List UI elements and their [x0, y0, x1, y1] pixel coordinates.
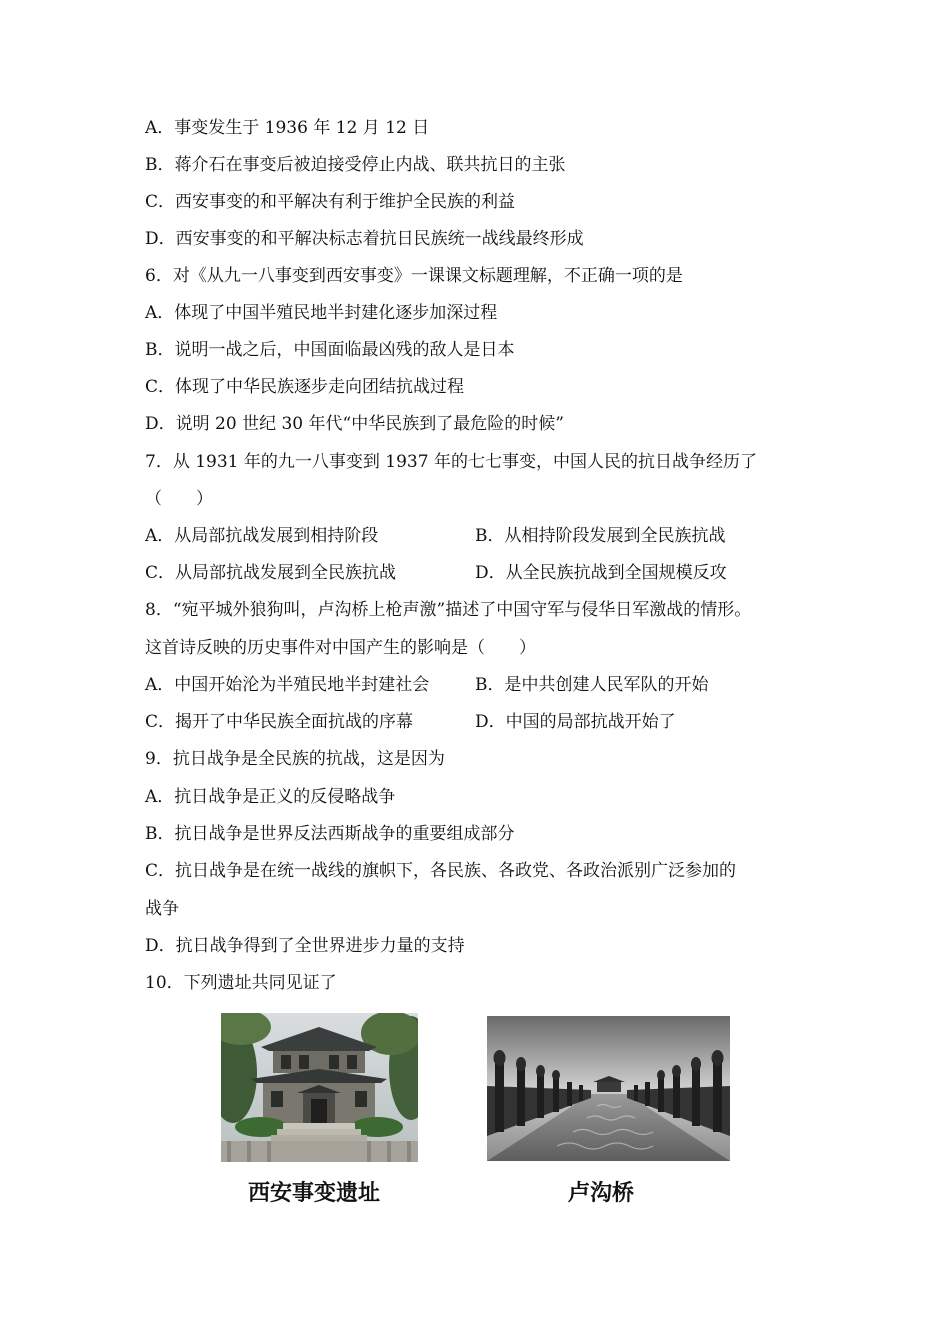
q5-option-b: B．蒋介石在事变后被迫接受停止内战、联共抗日的主张 — [145, 155, 566, 175]
q7-option-a: A．从局部抗战发展到相持阶段 — [145, 526, 379, 546]
q9-option-a: A．抗日战争是正义的反侵略战争 — [145, 787, 396, 807]
q6-option-a: A．体现了中国半殖民地半封建化逐步加深过程 — [145, 303, 498, 323]
q8-option-d: D．中国的局部抗战开始了 — [475, 712, 676, 732]
q8-option-a: A．中国开始沦为半殖民地半封建社会 — [145, 675, 430, 695]
q8-option-b: B．是中共创建人民军队的开始 — [475, 675, 709, 695]
q8-stem-continued: 这首诗反映的历史事件对中国产生的影响是（ ） — [145, 638, 536, 658]
q9-option-b: B．抗日战争是世界反法西斯战争的重要组成部分 — [145, 824, 515, 844]
q9-option-c: C．抗日战争是在统一战线的旗帜下，各民族、各政党、各政治派别广泛参加的 — [145, 861, 737, 881]
q9-option-d: D．抗日战争得到了全世界进步力量的支持 — [145, 936, 465, 956]
q10-stem: 10．下列遗址共同见证了 — [145, 973, 337, 993]
q9-option-c-continued: 战争 — [145, 899, 179, 919]
lugou-bridge-photo — [487, 1016, 730, 1161]
q7-option-c: C．从局部抗战发展到全民族抗战 — [145, 563, 397, 583]
q7-answer-blank: （ ） — [145, 489, 213, 509]
q7-stem: 7．从 1931 年的九一八事变到 1937 年的七七事变，中国人民的抗日战争经历了 — [145, 452, 757, 472]
q7-option-d: D．从全民族抗战到全国规模反攻 — [475, 563, 727, 583]
q7-option-b: B．从相持阶段发展到全民族抗战 — [475, 526, 726, 546]
q6-option-d: D．说明 20 世纪 30 年代“中华民族到了最危险的时候” — [145, 414, 564, 434]
q8-option-c: C．揭开了中华民族全面抗战的序幕 — [145, 712, 414, 732]
q9-stem: 9．抗日战争是全民族的抗战，这是因为 — [145, 749, 445, 769]
caption-xian-incident-site: 西安事变遗址 — [248, 1181, 381, 1206]
q6-option-c: C．体现了中华民族逐步走向团结抗战过程 — [145, 377, 465, 397]
q8-stem: 8．“宛平城外狼狗叫，卢沟桥上枪声激”描述了中国守军与侵华日军激战的情形。 — [145, 600, 752, 620]
q6-stem: 6．对《从九一八事变到西安事变》一课课文标题理解，不正确一项的是 — [145, 266, 683, 286]
q5-option-a: A．事变发生于 1936 年 12 月 12 日 — [145, 118, 430, 138]
xian-incident-site-photo — [221, 1013, 418, 1162]
q6-option-b: B．说明一战之后，中国面临最凶残的敌人是日本 — [145, 340, 515, 360]
q5-option-c: C．西安事变的和平解决有利于维护全民族的利益 — [145, 192, 516, 212]
caption-lugou-bridge: 卢沟桥 — [568, 1181, 635, 1206]
q5-option-d: D．西安事变的和平解决标志着抗日民族统一战线最终形成 — [145, 229, 584, 249]
